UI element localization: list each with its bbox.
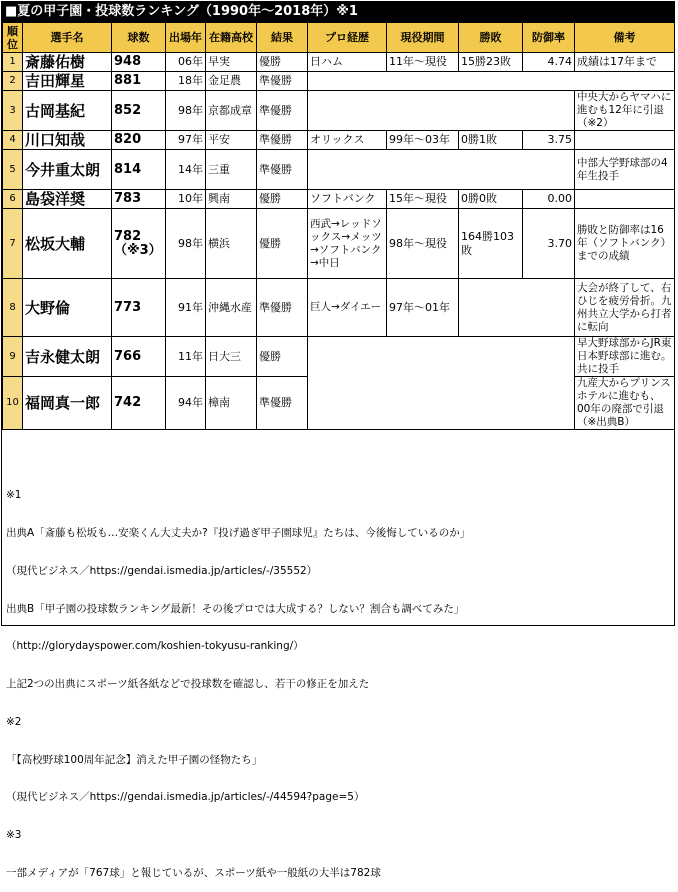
header-era: 防御率 [523, 23, 575, 53]
pitch-count-note: （※3） [114, 242, 162, 258]
win-loss: 164勝103敗 [459, 209, 523, 279]
rank-cell: 1 [3, 53, 23, 72]
pitch-count-cell [112, 209, 166, 279]
player-name: 島袋洋奨 [23, 190, 112, 209]
result: 準優勝 [257, 91, 308, 131]
header-record: 勝敗 [459, 23, 523, 53]
player-name: 松坂大輔 [23, 209, 112, 279]
footnote-line: ※3 [6, 829, 22, 842]
pitch-count: 782 [114, 228, 142, 244]
empty-career-cell [308, 72, 675, 91]
footnote-line: 出典B「甲子園の投球数ランキング最新！その後プロでは大成する？しない？割合も調べてみた」 [6, 602, 465, 615]
pitch-count: 814 [112, 150, 166, 190]
win-loss: 0勝0敗 [459, 190, 523, 209]
header-active: 現役期間 [387, 23, 459, 53]
school: 樟南 [206, 377, 257, 430]
rank-cell: 5 [3, 150, 23, 190]
school: 日大三 [206, 337, 257, 377]
appearance-year: 18年 [166, 72, 206, 91]
empty-career-cell [308, 91, 575, 131]
title-square-icon: ■ [5, 4, 18, 19]
header-row [3, 23, 675, 53]
school: 横浜 [206, 209, 257, 279]
footnote-line: 「【高校野球100周年記念】消えた甲子園の怪物たち」 [6, 753, 263, 766]
appearance-year: 10年 [166, 190, 206, 209]
win-loss: 15勝23敗 [459, 53, 523, 72]
header-rank: 順位 [3, 23, 23, 53]
footnote-line: 一部メディアが「767球」と報じているが、スポーツ紙や一般紙の大半は782球 [6, 867, 381, 879]
remarks: 成績は17年まで [575, 53, 675, 72]
player-name: 大野倫 [23, 279, 112, 337]
result: 優勝 [257, 209, 308, 279]
footnote-line: （現代ビジネス／https://gendai.ismedia.jp/articles/-/35552） [6, 564, 318, 577]
active-period: 98年～現役 [387, 209, 459, 279]
header-result: 結果 [257, 23, 308, 53]
rank-cell: 4 [3, 131, 23, 150]
table-row [3, 209, 675, 279]
player-name: 斎藤佑樹 [23, 53, 112, 72]
era: 3.75 [523, 131, 575, 150]
player-name: 吉田輝星 [23, 72, 112, 91]
pro-career: 日ハム [308, 53, 387, 72]
result: 準優勝 [257, 72, 308, 91]
result: 優勝 [257, 190, 308, 209]
player-name: 今井重太朗 [23, 150, 112, 190]
table-row [3, 53, 675, 72]
school: 平安 [206, 131, 257, 150]
table-row [3, 279, 675, 337]
remarks: 勝敗と防御率は16年（ソフトバンク）までの成績 [575, 209, 675, 279]
appearance-year: 94年 [166, 377, 206, 430]
footnote-line: 上記2つの出典にスポーツ紙各紙などで投球数を確認し、若干の修正を加えた [6, 678, 370, 691]
table-row [3, 131, 675, 150]
rank-cell: 10 [3, 377, 23, 430]
remarks: 中部大学野球部の4年生投手 [575, 150, 675, 190]
rank-cell: 9 [3, 337, 23, 377]
remarks: 早大野球部からJR東日本野球部に進む。共に投手 [575, 337, 675, 377]
title-text: 夏の甲子園・投球数ランキング（1990年～2018年）※1 [17, 4, 358, 19]
active-period: 15年～現役 [387, 190, 459, 209]
table-row [3, 150, 675, 190]
era: 0.00 [523, 190, 575, 209]
player-name: 川口知哉 [23, 131, 112, 150]
appearance-year: 97年 [166, 131, 206, 150]
header-pro: プロ経歴 [308, 23, 387, 53]
result: 準優勝 [257, 377, 308, 430]
empty-career-cell [308, 337, 575, 430]
footnote-line: （http://glorydayspower.com/koshien-tokyusu-ranking/） [6, 640, 304, 653]
pitch-count: 783 [112, 190, 166, 209]
appearance-year: 91年 [166, 279, 206, 337]
header-remarks: 備考 [575, 23, 675, 53]
rank-cell: 3 [3, 91, 23, 131]
footnote-line: ※1 [6, 489, 22, 502]
pro-career: 西武→レッドソックス→メッツ→ソフトバンク→中日 [308, 209, 387, 279]
remarks: 九産大からプリンスホテルに進むも、00年の廃部で引退（※出典B） [575, 377, 675, 430]
appearance-year: 98年 [166, 91, 206, 131]
rank-cell: 6 [3, 190, 23, 209]
remarks: 中央大からヤマハに進むも12年に引退（※2） [575, 91, 675, 131]
result: 準優勝 [257, 279, 308, 337]
pitch-count: 852 [112, 91, 166, 131]
school: 沖縄水産 [206, 279, 257, 337]
active-period: 11年～現役 [387, 53, 459, 72]
pitch-count: 742 [112, 377, 166, 430]
school: 三重 [206, 150, 257, 190]
result: 準優勝 [257, 150, 308, 190]
school: 興南 [206, 190, 257, 209]
footnotes [6, 464, 671, 892]
school: 金足農 [206, 72, 257, 91]
ranking-table [2, 22, 675, 430]
table-row [3, 337, 675, 377]
era: 4.74 [523, 53, 575, 72]
pitch-count: 948 [112, 53, 166, 72]
appearance-year: 06年 [166, 53, 206, 72]
school: 京都成章 [206, 91, 257, 131]
pitch-count: 820 [112, 131, 166, 150]
footnote-line: ※2 [6, 715, 22, 728]
header-name: 選手名 [23, 23, 112, 53]
rank-cell: 2 [3, 72, 23, 91]
pitch-count: 773 [112, 279, 166, 337]
header-year: 出場年 [166, 23, 206, 53]
remarks [575, 190, 675, 209]
era: 3.70 [523, 209, 575, 279]
table-row [3, 190, 675, 209]
remarks: 大会が終了して、右ひじを疲労骨折。九州共立大学から打者に転向 [575, 279, 675, 337]
player-name: 福岡真一郎 [23, 377, 112, 430]
school: 早実 [206, 53, 257, 72]
win-loss: 0勝1敗 [459, 131, 523, 150]
pro-career: ソフトバンク [308, 190, 387, 209]
pro-career: 巨人→ダイエー [308, 279, 387, 337]
header-pitches: 球数 [112, 23, 166, 53]
player-name: 吉永健太朗 [23, 337, 112, 377]
header-school: 在籍高校 [206, 23, 257, 53]
appearance-year: 11年 [166, 337, 206, 377]
result: 優勝 [257, 337, 308, 377]
rank-cell: 7 [3, 209, 23, 279]
table-row [3, 91, 675, 131]
active-period: 99年～03年 [387, 131, 459, 150]
footnote-line: （現代ビジネス／https://gendai.ismedia.jp/articles/-/44594?page=5） [6, 791, 365, 804]
footnote-line: 出典A「斎藤も松坂も…安楽くん大丈夫か?『投げ過ぎ甲子園球児』たちは、今後悔しているのか」 [6, 526, 471, 539]
remarks [575, 131, 675, 150]
player-name: 古岡基紀 [23, 91, 112, 131]
table-row [3, 72, 675, 91]
appearance-year: 14年 [166, 150, 206, 190]
pitch-count: 766 [112, 337, 166, 377]
active-period: 97年～01年 [387, 279, 459, 337]
result: 優勝 [257, 53, 308, 72]
rank-cell: 8 [3, 279, 23, 337]
appearance-year: 98年 [166, 209, 206, 279]
result: 準優勝 [257, 131, 308, 150]
empty-record-cell [459, 279, 575, 337]
pitch-count: 881 [112, 72, 166, 91]
table-title [2, 2, 674, 22]
empty-career-cell [308, 150, 575, 190]
pro-career: オリックス [308, 131, 387, 150]
